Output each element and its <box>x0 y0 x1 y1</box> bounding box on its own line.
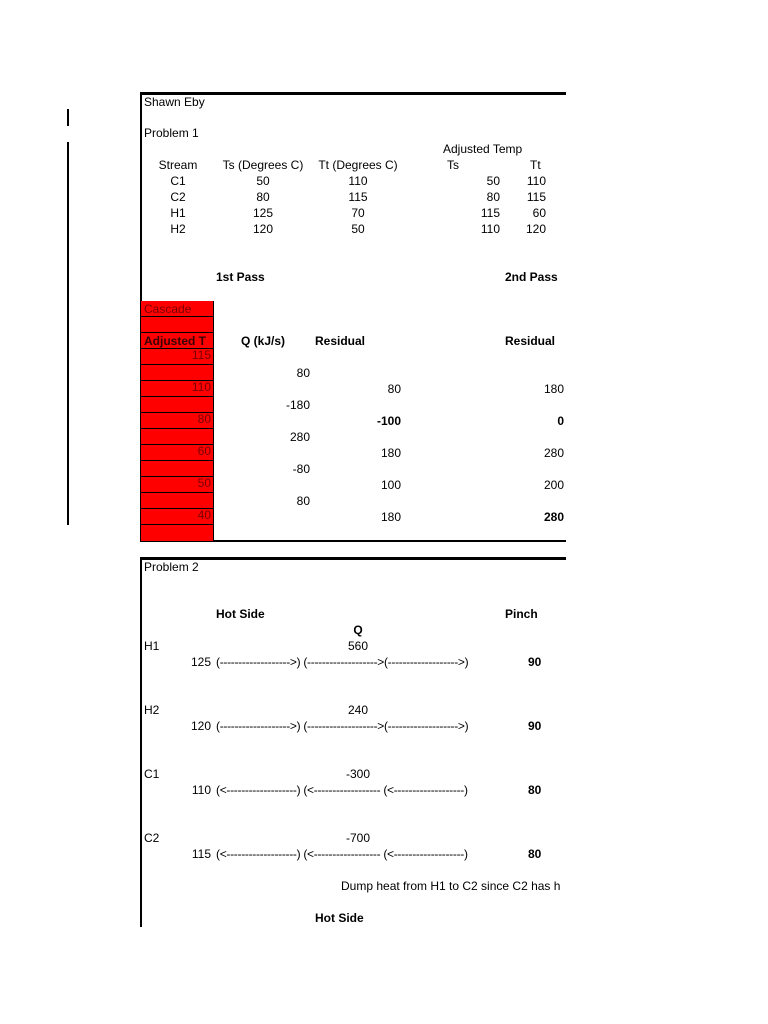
cascade-temp: 80 <box>197 412 211 426</box>
stream-arrows: (<-------------------) (<------------------ (<-------------------) <box>216 783 468 797</box>
margin-mark-top <box>67 109 69 126</box>
residual-label: Residual <box>315 334 366 348</box>
residual-value: 180 <box>380 510 401 524</box>
q-value: 280 <box>289 430 310 444</box>
residual-value: -100 <box>376 414 401 428</box>
row-adj-ts: 115 <box>480 206 500 220</box>
residual2-value: 200 <box>543 478 564 492</box>
row-adj-ts: 80 <box>486 190 500 204</box>
stream-arrows: (------------------->) (------------------->(------------------->) <box>216 655 469 669</box>
stream-start-temp: 125 <box>190 655 211 669</box>
row-stream: H2 <box>170 222 186 236</box>
row-ts: 80 <box>256 190 270 204</box>
stream-name: H1 <box>144 639 160 653</box>
row-adj-ts: 50 <box>486 174 500 188</box>
row-stream: C1 <box>170 174 186 188</box>
row-adj-tt: 110 <box>526 174 546 188</box>
row-tt: 50 <box>351 222 365 236</box>
row-stream: H1 <box>170 206 186 220</box>
cascade-label: Cascade <box>144 302 192 316</box>
problem1-title: Problem 1 <box>144 126 199 140</box>
q-value: 80 <box>296 494 310 508</box>
cascade-temp: 110 <box>191 380 211 394</box>
residual2-value: 280 <box>543 446 564 460</box>
section1-top-border <box>141 92 566 95</box>
row-tt: 115 <box>348 190 368 204</box>
q-label: Q (kJ/s) <box>241 334 286 348</box>
stream-start-temp: 120 <box>190 719 211 733</box>
stream-q: -700 <box>345 831 371 845</box>
stream-pinch-temp: 80 <box>528 783 542 797</box>
header-adj-tt: Tt <box>530 158 541 172</box>
adjusted-t-label: Adjusted T <box>144 334 206 348</box>
row-ts: 120 <box>252 222 274 236</box>
stream-q: 560 <box>347 639 369 653</box>
cascade-temp: 50 <box>197 476 211 490</box>
residual-value: 100 <box>380 478 401 492</box>
first-pass-label: 1st Pass <box>216 270 265 284</box>
row-ts: 125 <box>252 206 274 220</box>
stream-pinch-temp: 90 <box>528 655 542 669</box>
residual-value: 180 <box>380 446 401 460</box>
q-value: 80 <box>296 366 310 380</box>
stream-start-temp: 115 <box>191 847 211 861</box>
hot-side-label: Hot Side <box>216 607 265 621</box>
section2-left-border <box>140 557 142 927</box>
stream-pinch-temp: 90 <box>528 719 542 733</box>
stream-start-temp: 110 <box>191 783 211 797</box>
dump-heat-note: Dump heat from H1 to C2 since C2 has h <box>341 879 561 893</box>
row-tt: 70 <box>351 206 365 220</box>
header-tt: Tt (Degrees C) <box>318 158 398 172</box>
second-pass-label: 2nd Pass <box>505 270 558 284</box>
stream-name: C2 <box>144 831 160 845</box>
residual-value: 80 <box>387 382 401 396</box>
stream-name: C1 <box>144 767 160 781</box>
margin-mark-long <box>67 142 69 525</box>
section2-top-border <box>141 557 566 560</box>
q-header: Q <box>353 623 363 637</box>
row-ts: 50 <box>256 174 270 188</box>
stream-arrows: (<-------------------) (<------------------ (<-------------------) <box>216 847 468 861</box>
header-adj-ts: Ts <box>447 158 459 172</box>
row-stream: C2 <box>170 190 186 204</box>
note-clip <box>340 879 567 895</box>
stream-q: 240 <box>347 703 369 717</box>
row-adj-tt: 60 <box>532 206 546 220</box>
residual2-value: 280 <box>543 510 564 524</box>
stream-q: -300 <box>345 767 371 781</box>
header-stream: Stream <box>158 158 198 172</box>
stream-pinch-temp: 80 <box>528 847 542 861</box>
residual2-label: Residual <box>505 334 556 348</box>
author-name: Shawn Eby <box>144 95 205 109</box>
cascade-temp: 115 <box>191 348 211 362</box>
q-value: -80 <box>292 462 310 476</box>
row-adj-tt: 115 <box>526 190 546 204</box>
row-adj-tt: 120 <box>525 222 546 236</box>
header-ts: Ts (Degrees C) <box>222 158 304 172</box>
stream-arrows: (------------------->) (------------------->(------------------->) <box>216 719 469 733</box>
row-adj-ts: 110 <box>480 222 500 236</box>
stream-name: H2 <box>144 703 160 717</box>
row-tt: 110 <box>348 174 368 188</box>
q-value: -180 <box>285 398 310 412</box>
adjusted-temp-header: Adjusted Temp <box>443 142 523 156</box>
pinch-label: Pinch <box>505 607 538 621</box>
hot-side-label-2: Hot Side <box>315 911 364 925</box>
residual2-value: 180 <box>543 382 564 396</box>
problem2-title: Problem 2 <box>144 560 199 574</box>
cascade-temp: 40 <box>197 508 211 522</box>
cascade-temp: 60 <box>197 444 211 458</box>
residual2-value: 0 <box>557 414 564 428</box>
